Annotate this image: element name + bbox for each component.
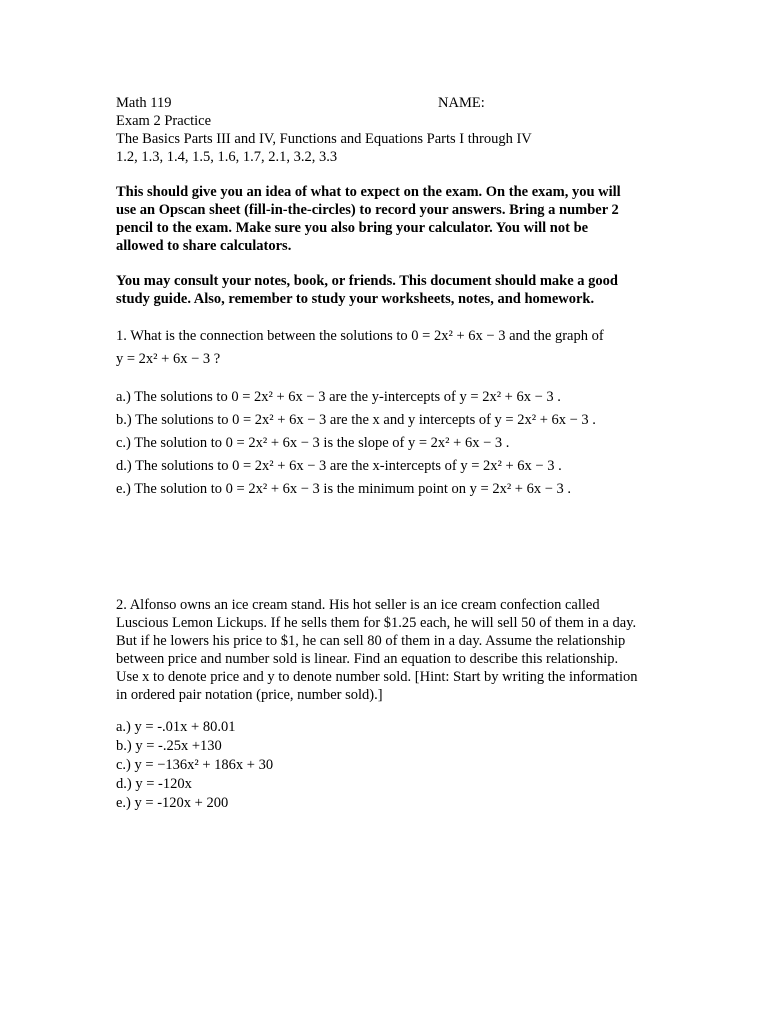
option-a: a.) y = -.01x + 80.01 <box>116 719 236 735</box>
option-c: c.) The solution to 0 = 2x² + 6x − 3 is the slope of y = 2x² + 6x − 3 . <box>116 435 510 451</box>
instruction-line: This should give you an idea of what to expect on the exam. On the exam, you will <box>116 184 621 200</box>
course-title: Math 119 <box>116 95 172 111</box>
question-2-text: Use x to denote price and y to denote number sold. [Hint: Start by writing the information <box>116 669 638 685</box>
question-1-text: 1. What is the connection between the solutions to 0 = 2x² + 6x − 3 and the graph of <box>116 328 604 344</box>
question-2-text: between price and number sold is linear. Find an equation to describe this relationship. <box>116 651 619 667</box>
instruction-line: study guide. Also, remember to study your worksheets, notes, and homework. <box>116 291 595 307</box>
topics-line: The Basics Parts III and IV, Functions and Equations Parts I through IV <box>116 131 532 147</box>
document-page <box>116 94 676 813</box>
option-c: c.) y = −136x² + 186x + 30 <box>116 757 274 773</box>
question-2-text: But if he lowers his price to $1, he can sell 80 of them in a day. Assume the relationship <box>116 633 626 649</box>
instruction-line: allowed to share calculators. <box>116 238 292 254</box>
option-b: b.) The solutions to 0 = 2x² + 6x − 3 are the x and y intercepts of y = 2x² + 6x − 3 . <box>116 412 596 428</box>
question-1-text: y = 2x² + 6x − 3 ? <box>116 351 221 367</box>
question-2 <box>116 596 676 704</box>
instruction-line: pencil to the exam. Make sure you also bring your calculator. You will not be <box>116 220 589 236</box>
option-b: b.) y = -.25x +130 <box>116 738 222 754</box>
instructions-para-1 <box>116 183 676 255</box>
option-d: d.) y = -120x <box>116 776 192 792</box>
question-1 <box>116 325 676 371</box>
header-row <box>116 94 676 112</box>
instruction-line: use an Opscan sheet (fill-in-the-circles) to record your answers. Bring a number 2 <box>116 202 619 218</box>
option-a: a.) The solutions to 0 = 2x² + 6x − 3 are the y-intercepts of y = 2x² + 6x − 3 . <box>116 389 561 405</box>
question-1-options <box>116 386 676 501</box>
sections-line: 1.2, 1.3, 1.4, 1.5, 1.6, 1.7, 2.1, 3.2, 3.3 <box>116 149 338 165</box>
option-e: e.) y = -120x + 200 <box>116 795 229 811</box>
name-label: NAME: <box>438 95 485 111</box>
option-e: e.) The solution to 0 = 2x² + 6x − 3 is the minimum point on y = 2x² + 6x − 3 . <box>116 481 572 497</box>
instructions-para-2 <box>116 272 676 308</box>
exam-title: Exam 2 Practice <box>116 113 212 129</box>
instruction-line: You may consult your notes, book, or friends. This document should make a good <box>116 273 618 289</box>
question-2-text: in ordered pair notation (price, number sold).] <box>116 687 383 703</box>
option-d: d.) The solutions to 0 = 2x² + 6x − 3 are the x-intercepts of y = 2x² + 6x − 3 . <box>116 458 562 474</box>
question-2-text: 2. Alfonso owns an ice cream stand. His hot seller is an ice cream confection called <box>116 597 600 613</box>
question-2-options <box>116 718 676 813</box>
question-2-text: Luscious Lemon Lickups. If he sells them for $1.25 each, he will sell 50 of them in a day. <box>116 615 637 631</box>
